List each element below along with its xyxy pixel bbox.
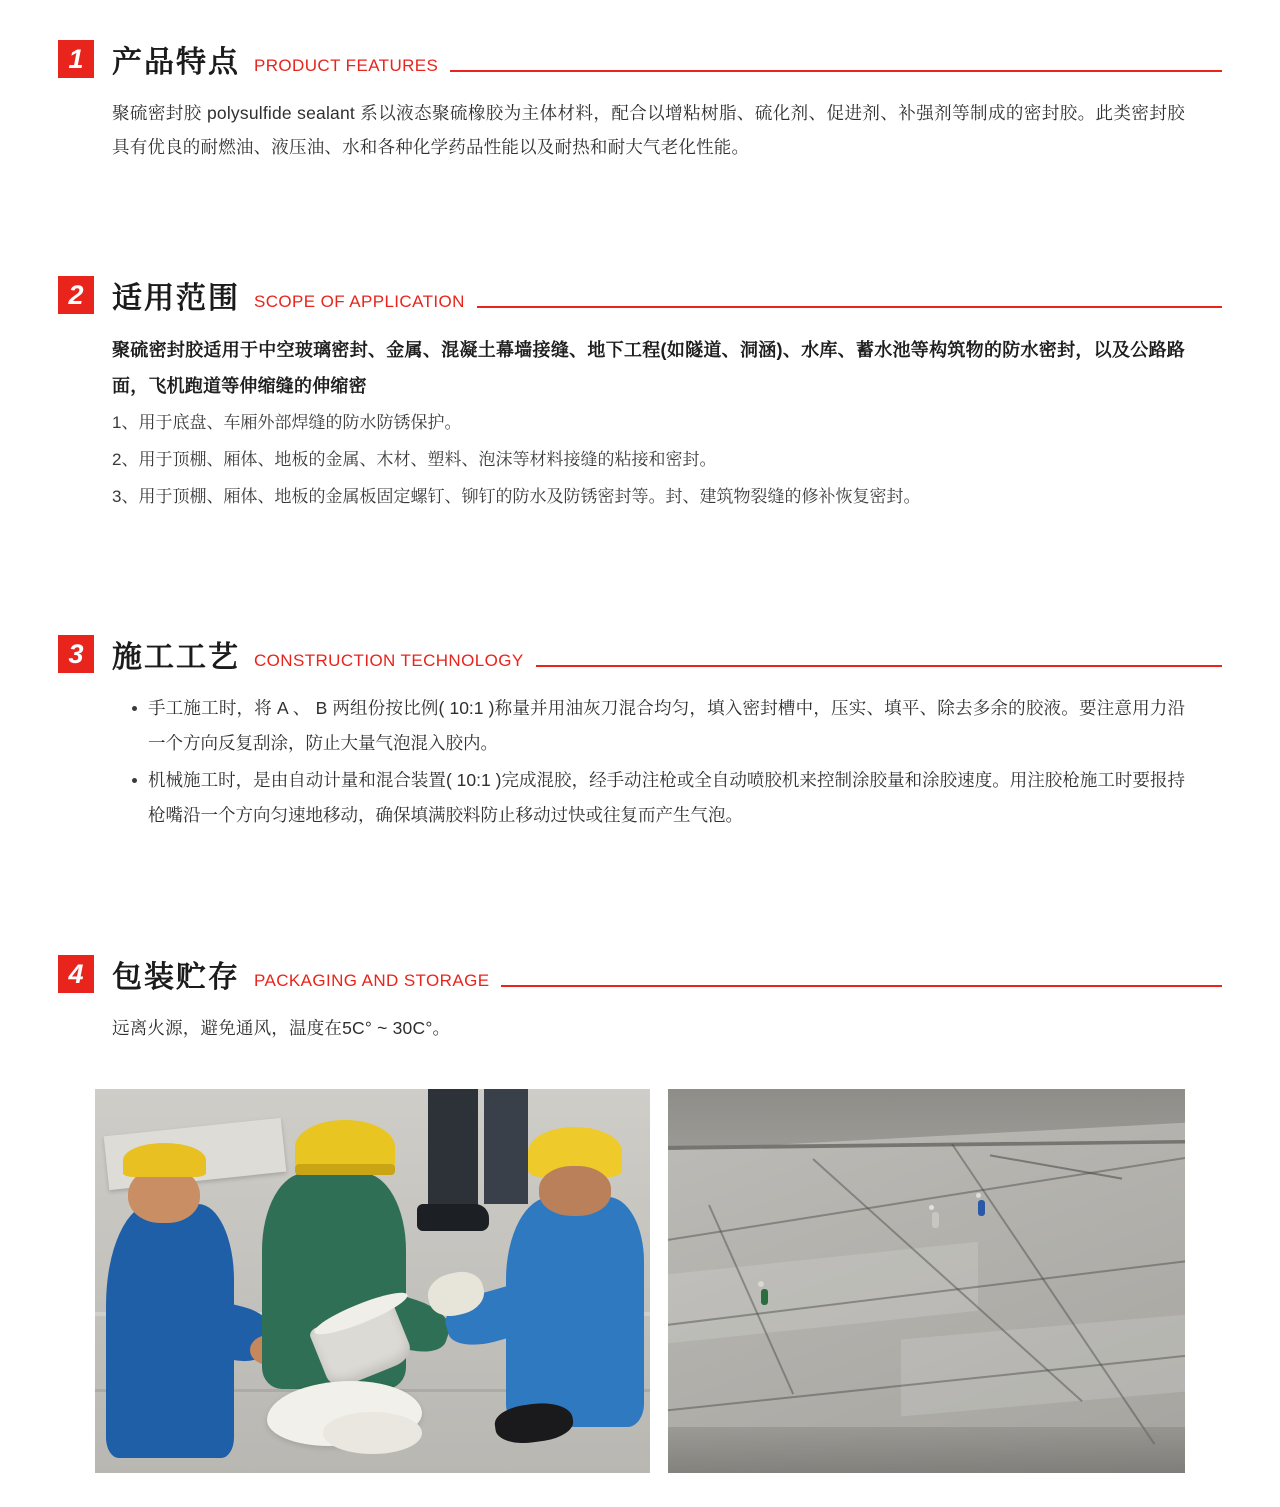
header-divider-line [501, 985, 1222, 987]
lead-paragraph: 聚硫密封胶适用于中空玻璃密封、金属、混凝土幕墙接缝、地下工程(如隧道、洞涵)、水库、蓄水池等构筑物的防水密封，以及公路路面，飞机跑道等伸缩缝的伸缩密 [112, 340, 1185, 396]
foreground-shadow [668, 1427, 1185, 1473]
section-title-en: CONSTRUCTION TECHNOLOGY [254, 651, 524, 671]
section-body [0, 691, 1280, 833]
section-spacer-1 [0, 164, 1280, 276]
section-body [0, 332, 1280, 515]
list-item: 机械施工时，是由自动计量和混合装置( 10:1 )完成混胶，经手动注枪或全自动喷胶机来控制涂胶量和涂胶速度。用注胶枪施工时要报持枪嘴沿一个方向匀速地移动，确保填满胶料防止移动过快或往复而产生气泡。 [132, 763, 1185, 833]
section-product-features [0, 40, 1280, 164]
section-spacer-3 [0, 835, 1280, 955]
yellow-hard-hat [123, 1143, 206, 1178]
standing-worker-legs [484, 1089, 528, 1204]
workers-mixing-sealant-photo [95, 1089, 650, 1473]
paragraph: 远离火源，避免通风，温度在5C° ~ 30C°。 [112, 1018, 451, 1038]
section-title-en: SCOPE OF APPLICATION [254, 292, 465, 312]
worker-head [539, 1166, 611, 1216]
work-boot [417, 1204, 489, 1231]
distant-worker [978, 1200, 985, 1216]
section-title-zh: 适用范围 [112, 282, 240, 315]
list-item: 手工施工时，将 A 、 B 两组份按比例( 10:1 )称量并用油灰刀混合均匀，填入密封槽中，压实、填平、除去多余的胶液。要注意用力沿一个方向反复刮涂，防止大量气泡混入胶内。 [132, 691, 1185, 761]
section-title-en: PACKAGING AND STORAGE [254, 971, 490, 991]
section-title-zh: 施工工艺 [112, 641, 240, 674]
bullet-list [112, 691, 1185, 833]
numbered-item: 2、用于顶棚、厢体、地板的金属、木材、塑料、泡沫等材料接缝的粘接和密封。 [112, 450, 717, 469]
section-header [0, 635, 1280, 673]
section-title-zh: 包装贮存 [112, 961, 240, 994]
section-header [0, 276, 1280, 314]
section-number-badge: 3 [58, 635, 94, 673]
distant-worker [761, 1289, 768, 1305]
photo-row [0, 1089, 1280, 1473]
header-divider-line [450, 70, 1222, 72]
section-body [0, 96, 1280, 164]
section-number-badge: 2 [58, 276, 94, 314]
section-number-badge: 4 [58, 955, 94, 993]
section-packaging-and-storage [0, 955, 1280, 1045]
numbered-item: 1、用于底盘、车厢外部焊缝的防水防锈保护。 [112, 413, 462, 432]
section-title-en: PRODUCT FEATURES [254, 56, 439, 76]
paragraph: 聚硫密封胶 polysulfide sealant 系以液态聚硫橡胶为主体材料，配合以增粘树脂、硫化剂、促进剂、补强剂等制成的密封胶。此类密封胶具有优良的耐燃油、液压油、水和各种化学药品性能以及耐热和耐大气老化性能。 [112, 103, 1185, 157]
distant-worker-head [929, 1205, 934, 1210]
section-title-zh: 产品特点 [112, 46, 240, 79]
section-header [0, 40, 1280, 78]
hard-hat-brim [295, 1164, 395, 1176]
section-spacer-2 [0, 515, 1280, 635]
standing-worker-legs [428, 1089, 478, 1220]
header-divider-line [536, 665, 1222, 667]
dam-slope-joint-sealing-photo [668, 1089, 1185, 1473]
numbered-item: 3、用于顶棚、厢体、地板的金属板固定螺钉、铆钉的防水及防锈密封等。封、建筑物裂缝的修补恢复密封。 [112, 487, 921, 506]
header-divider-line [477, 306, 1222, 308]
top-spacer [0, 0, 1280, 40]
section-number-badge: 1 [58, 40, 94, 78]
distant-worker [932, 1212, 939, 1228]
section-header [0, 955, 1280, 993]
sealant-blob [323, 1412, 423, 1454]
section-construction-technology [0, 635, 1280, 833]
distant-worker-head [758, 1281, 764, 1287]
section-body [0, 1011, 1280, 1045]
section-scope-of-application [0, 276, 1280, 515]
